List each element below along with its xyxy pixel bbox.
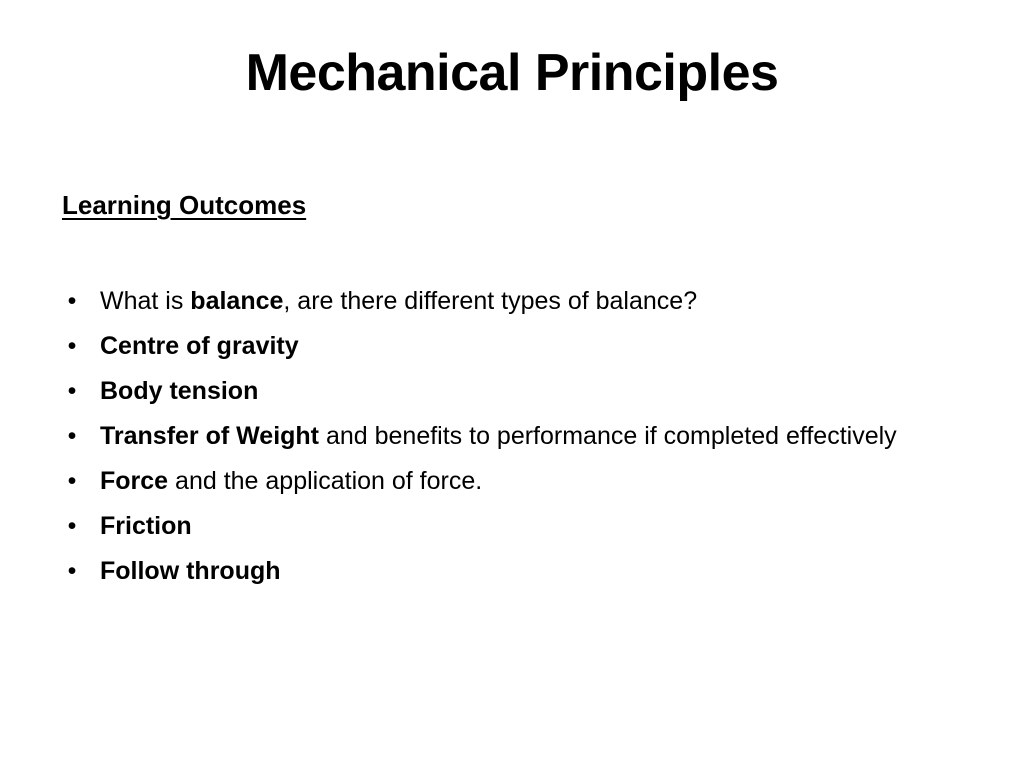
bullet-icon: • bbox=[67, 287, 77, 315]
bullet-icon: • bbox=[67, 332, 77, 360]
list-item bbox=[62, 373, 942, 409]
learning-outcomes-list bbox=[62, 283, 942, 598]
bullet-icon: • bbox=[67, 422, 77, 450]
list-item bbox=[62, 418, 942, 454]
bold-text: Body tension bbox=[100, 377, 259, 405]
bullet-icon: • bbox=[67, 377, 77, 405]
slide-title: Mechanical Principles bbox=[245, 44, 779, 102]
list-item bbox=[62, 508, 942, 544]
bold-text: Follow through bbox=[100, 557, 281, 585]
bold-text: balance bbox=[190, 287, 284, 315]
list-item bbox=[62, 328, 942, 364]
list-item bbox=[62, 553, 942, 589]
section-heading: Learning Outcomes bbox=[62, 190, 307, 220]
bullet-icon: • bbox=[67, 512, 77, 540]
bullet-icon: • bbox=[67, 467, 77, 495]
bullet-icon: • bbox=[67, 557, 77, 585]
list-item bbox=[62, 283, 942, 319]
text: and benefits to performance if completed effectively bbox=[319, 422, 897, 450]
bold-text: Friction bbox=[100, 512, 192, 540]
text: , are there different types of balance? bbox=[283, 287, 698, 315]
bold-text: Transfer of Weight bbox=[100, 422, 320, 450]
list-item bbox=[62, 463, 942, 499]
text: and the application of force. bbox=[168, 467, 483, 495]
bold-text: Force bbox=[100, 467, 169, 495]
text: What is bbox=[100, 287, 191, 315]
bold-text: Centre of gravity bbox=[100, 332, 299, 360]
